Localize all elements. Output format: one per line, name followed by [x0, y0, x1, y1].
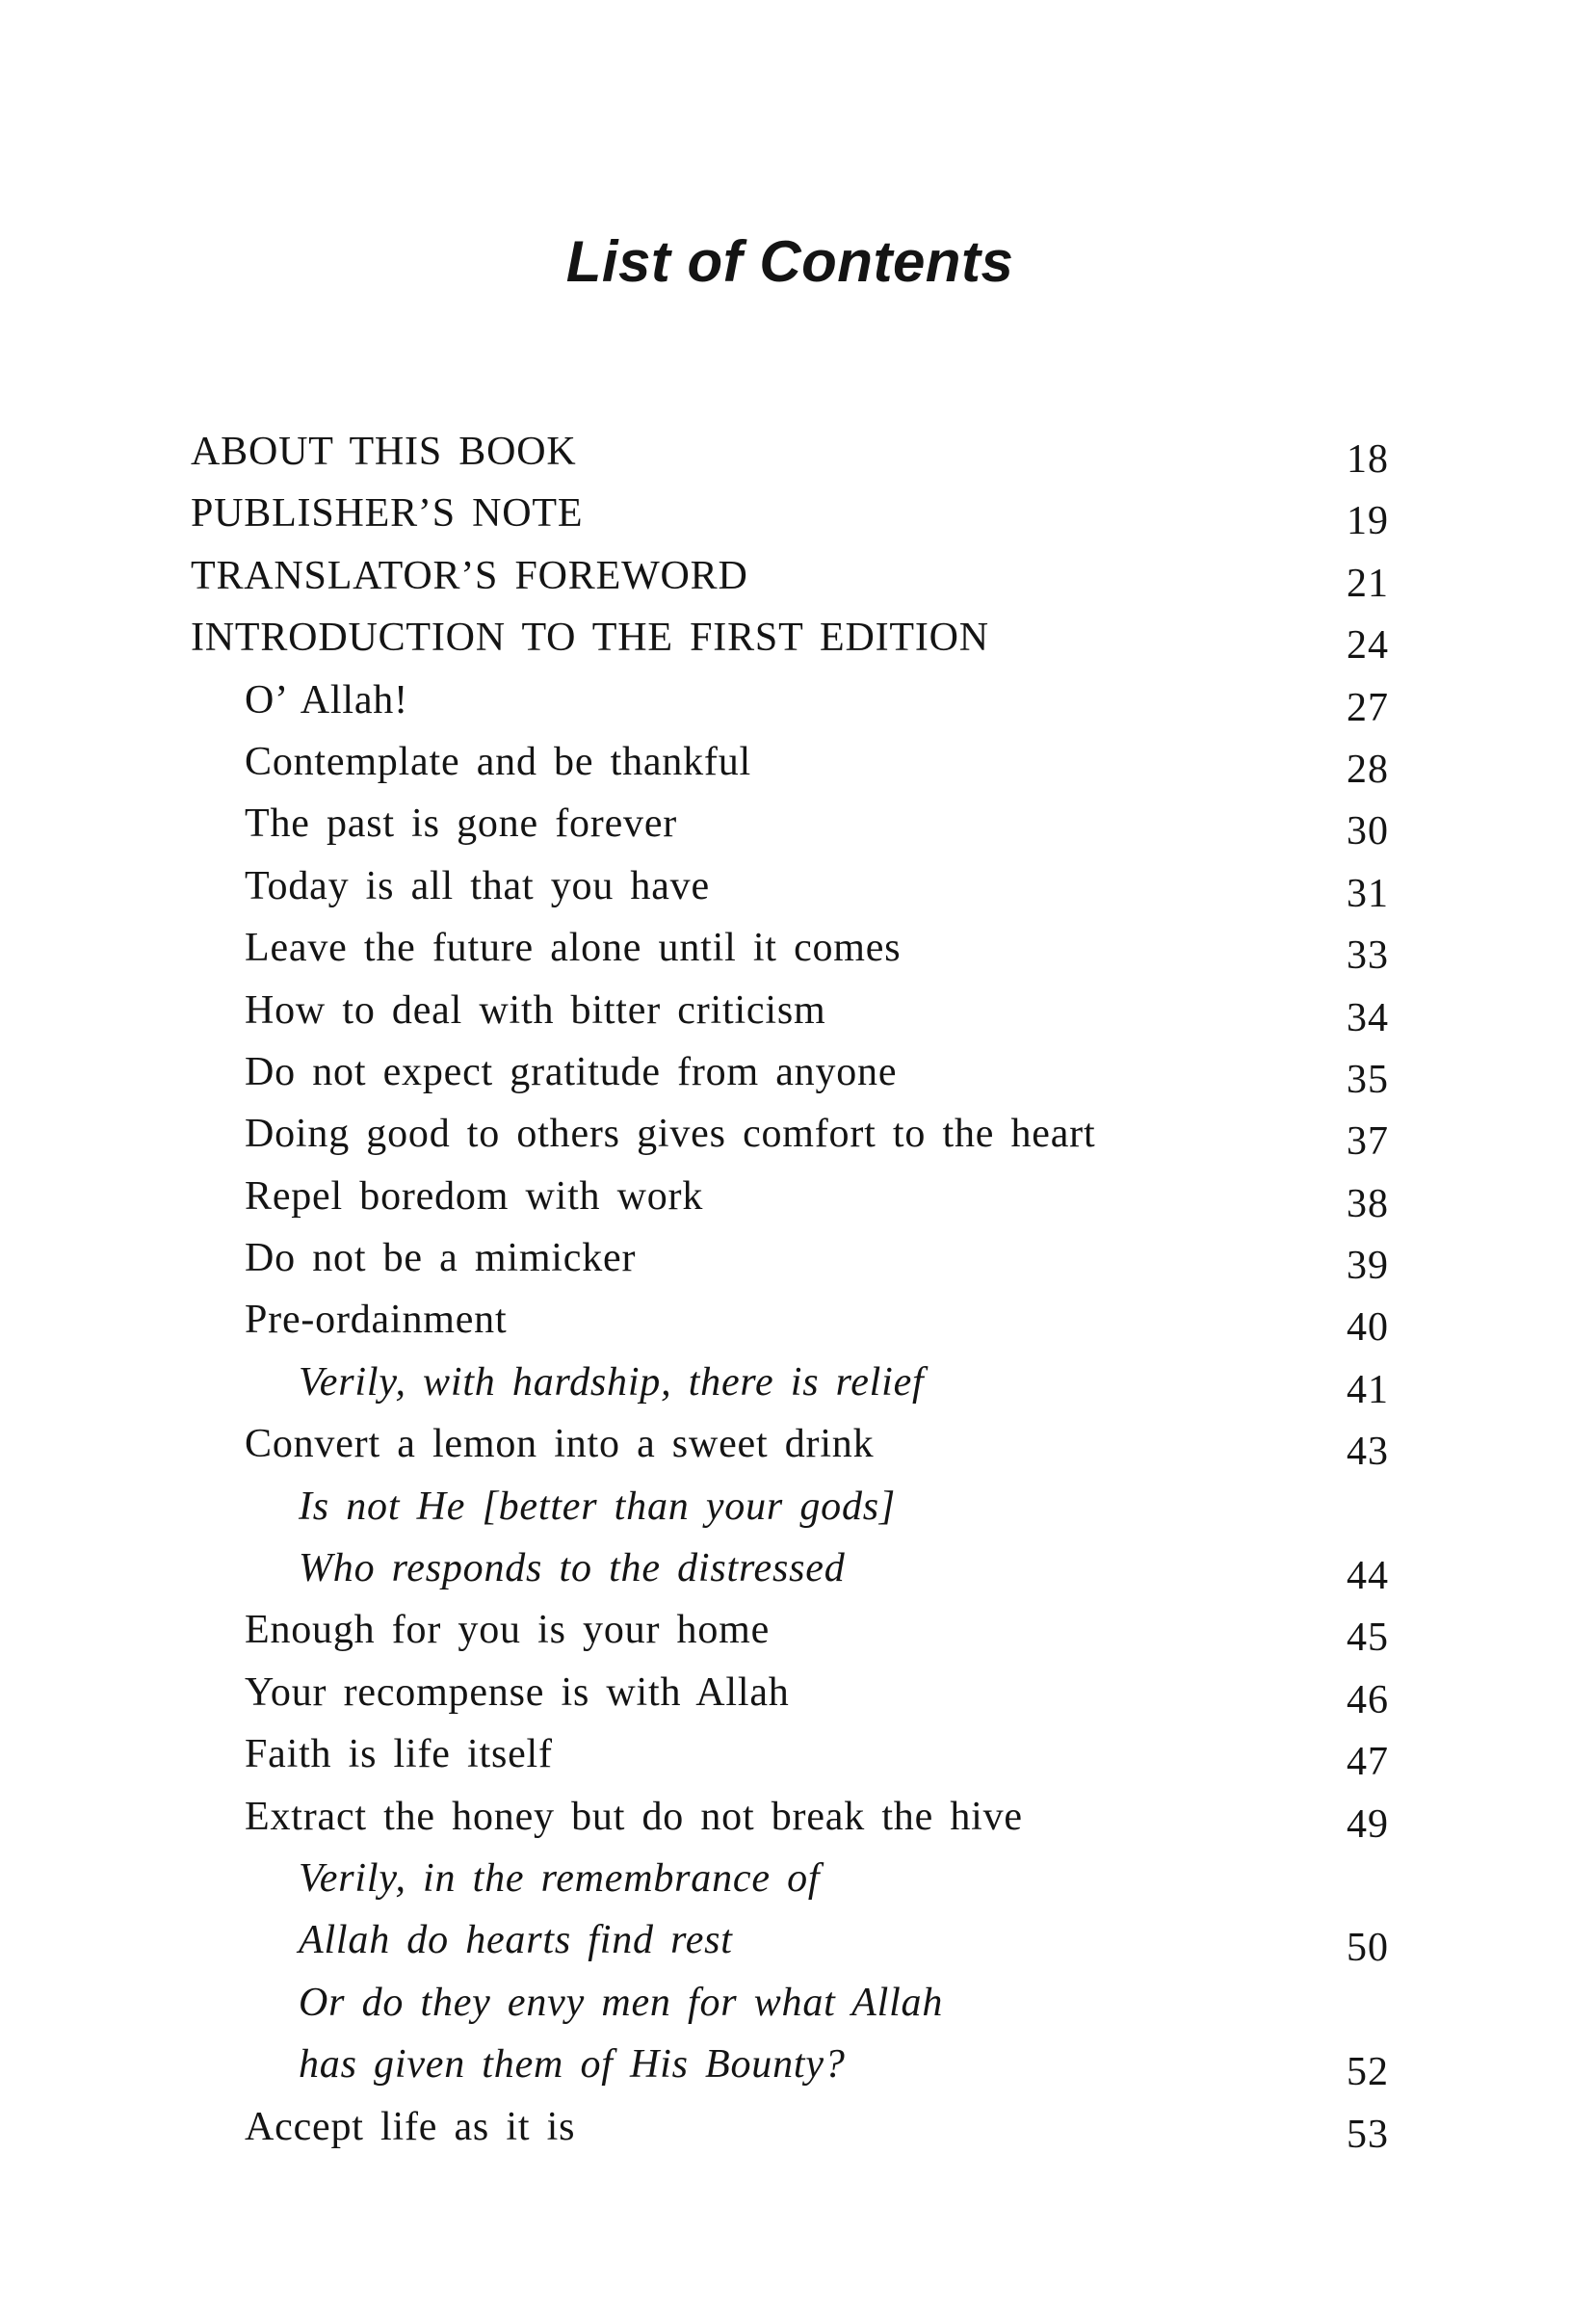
toc-entry-title: Verily, with hardship, there is relief — [299, 1359, 925, 1405]
toc-entry-title: How to deal with bitter criticism — [245, 987, 826, 1033]
toc-entry-page-number: 45 — [1347, 1616, 1389, 1661]
toc-entry-title: Doing good to others gives comfort to the heart — [245, 1112, 1096, 1157]
toc-entry-title: Today is all that you have — [245, 863, 710, 908]
toc-entry-title: O’ Allah! — [245, 677, 408, 722]
toc-entry-title: Leave the future alone until it comes — [245, 926, 902, 971]
toc-entry-title: INTRODUCTION TO THE FIRST EDITION — [191, 616, 989, 661]
toc-entry — [0, 855, 1596, 917]
toc-entry-page-number: 34 — [1347, 995, 1389, 1040]
toc-entry — [0, 1909, 1596, 1971]
toc-entry-title: Or do they envy men for what Allah — [299, 1980, 944, 2025]
toc-entry-title: ABOUT THIS BOOK — [191, 430, 577, 474]
toc-entry — [0, 1041, 1596, 1103]
toc-entry-page-number: 49 — [1347, 1801, 1389, 1847]
toc-entry-page-number: 31 — [1347, 871, 1389, 916]
toc-entry-title: Do not expect gratitude from anyone — [245, 1049, 898, 1094]
toc-entry-title: Contemplate and be thankful — [245, 739, 751, 784]
toc-entry-page-number: 50 — [1347, 1926, 1389, 1971]
toc-entry — [0, 731, 1596, 793]
toc-entry-page-number: 44 — [1347, 1554, 1389, 1599]
toc-entry-title: Faith is life itself — [245, 1732, 553, 1777]
toc-entry-title: PUBLISHER’S NOTE — [191, 491, 584, 537]
toc-entry-page-number: 41 — [1347, 1367, 1389, 1412]
toc-entry — [0, 1723, 1596, 1785]
toc-entry-title: Extract the honey but do not break the hive — [245, 1794, 1023, 1839]
toc-entry — [0, 1662, 1596, 1723]
toc-entry — [0, 2096, 1596, 2158]
toc-entry — [0, 1166, 1596, 1227]
toc-entry — [0, 421, 1596, 483]
toc-entry — [0, 483, 1596, 544]
toc-entry — [0, 1537, 1596, 1599]
toc-entry-page-number: 37 — [1347, 1119, 1389, 1165]
toc-entry-page-number: 27 — [1347, 685, 1389, 730]
toc-entry — [0, 1103, 1596, 1165]
toc-entry-title: Accept life as it is — [245, 2104, 576, 2149]
toc-entry-title: Convert a lemon into a sweet drink — [245, 1422, 875, 1467]
toc-entry-title: Is not He [better than your gods] — [299, 1484, 897, 1529]
toc-entry-page-number: 28 — [1347, 747, 1389, 792]
toc-entry — [0, 1227, 1596, 1289]
toc-entry-title: Verily, in the remembrance of — [299, 1855, 821, 1901]
toc-entry-page-number: 18 — [1347, 437, 1389, 482]
toc-entry-title: Who responds to the distressed — [299, 1546, 846, 1591]
toc-entry — [0, 1476, 1596, 1537]
toc-entry — [0, 980, 1596, 1041]
toc-entry-title: The past is gone forever — [245, 801, 678, 847]
toc-entry — [0, 1848, 1596, 1909]
toc-entry-title: Allah do hearts find rest — [299, 1918, 733, 1963]
toc-entry-page-number: 21 — [1347, 561, 1389, 606]
toc-entry-page-number: 46 — [1347, 1677, 1389, 1722]
toc-entry — [0, 1972, 1596, 2034]
toc-entry-page-number: 53 — [1347, 2112, 1389, 2157]
toc-entry-title: Enough for you is your home — [245, 1608, 771, 1653]
toc-entry-title: Do not be a mimicker — [245, 1236, 637, 1281]
toc-entry-page-number: 33 — [1347, 933, 1389, 979]
toc-entry — [0, 607, 1596, 669]
toc-entry — [0, 1352, 1596, 1413]
toc-entry-page-number: 43 — [1347, 1430, 1389, 1475]
toc-entry — [0, 545, 1596, 607]
toc-entry-page-number: 38 — [1347, 1181, 1389, 1226]
toc-entry-page-number: 24 — [1347, 623, 1389, 669]
toc-entry — [0, 1786, 1596, 1848]
toc-entry — [0, 1413, 1596, 1475]
toc-entry-page-number: 47 — [1347, 1740, 1389, 1785]
toc-entry-page-number: 35 — [1347, 1057, 1389, 1102]
table-of-contents — [0, 421, 1596, 2158]
toc-entry-title: Pre-ordainment — [245, 1298, 508, 1343]
toc-entry — [0, 1599, 1596, 1661]
toc-entry-page-number: 39 — [1347, 1244, 1389, 1289]
toc-entry — [0, 1289, 1596, 1351]
toc-entry-page-number: 30 — [1347, 809, 1389, 854]
toc-entry-page-number: 40 — [1347, 1305, 1389, 1351]
toc-entry — [0, 917, 1596, 979]
toc-entry-page-number: 19 — [1347, 499, 1389, 544]
toc-entry-title: Repel boredom with work — [245, 1173, 704, 1219]
toc-entry — [0, 670, 1596, 731]
toc-entry-title: has given them of His Bounty? — [299, 2042, 846, 2088]
toc-entry-title: Your recompense is with Allah — [245, 1669, 790, 1715]
page-title: List of Contents — [565, 229, 1014, 294]
toc-entry — [0, 2034, 1596, 2095]
toc-entry-page-number: 52 — [1347, 2050, 1389, 2095]
toc-entry — [0, 793, 1596, 854]
toc-entry-title: TRANSLATOR’S FOREWORD — [191, 553, 748, 598]
